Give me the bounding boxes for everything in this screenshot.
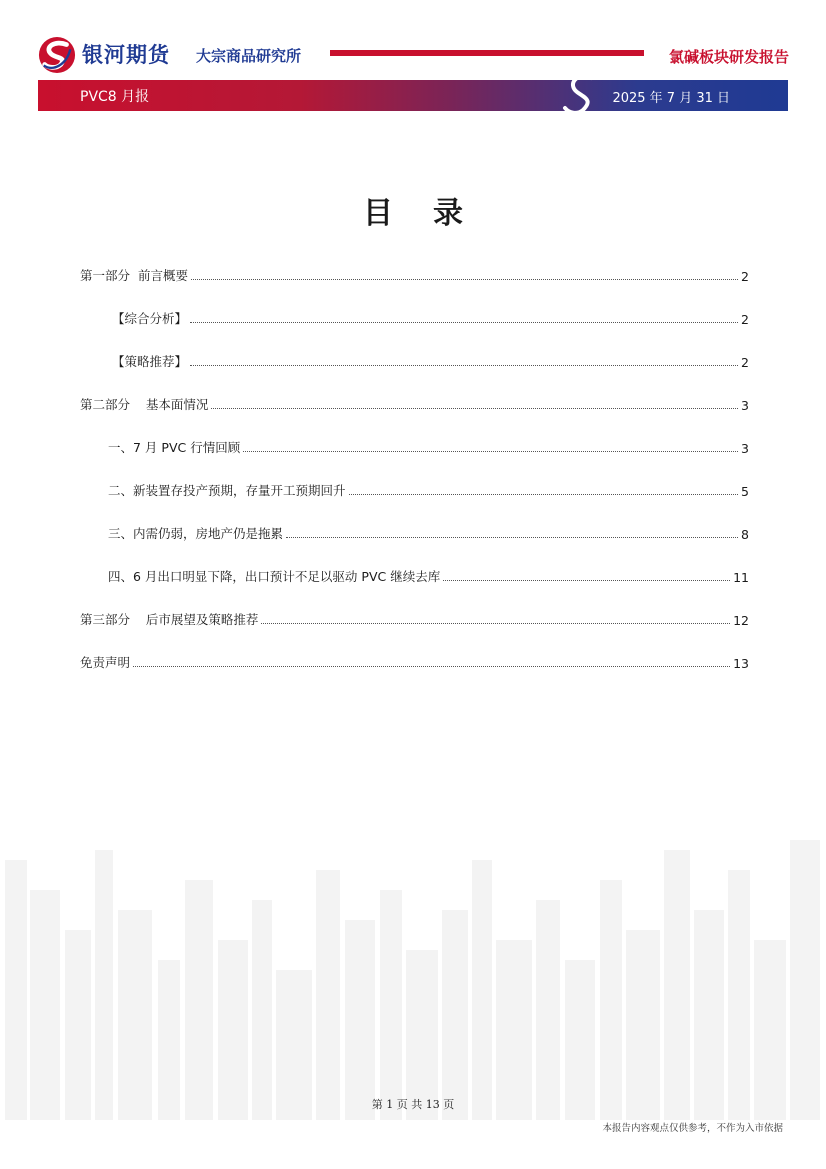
toc-entry-label: 【综合分析】 [112, 311, 188, 326]
toc-entry-page: 2 [741, 312, 749, 327]
toc-entry-label: 第二部分 基本面情况 [80, 397, 209, 412]
toc-entry[interactable] [80, 393, 749, 413]
toc-entry-page: 5 [741, 484, 749, 499]
toc-entry-label: 二、新装置存投产预期，存量开工预期回升 [108, 483, 346, 498]
toc-leader-dots [349, 494, 739, 495]
toc-leader-dots [211, 408, 738, 409]
toc-leader-dots [190, 322, 738, 323]
toc-entry[interactable] [108, 479, 749, 499]
toc-leader-dots [190, 365, 738, 366]
toc-entry[interactable] [80, 264, 749, 284]
page-number: 第 1 页 共 13 页 [371, 1098, 455, 1111]
toc-entry-page: 2 [741, 269, 749, 284]
header-divider [330, 50, 644, 56]
toc-entry[interactable] [112, 350, 749, 370]
toc-entry-label: 第一部分 前言概要 [80, 268, 188, 283]
toc-entry[interactable] [108, 565, 749, 585]
report-date: 2025 年 7 月 31 日 [612, 91, 730, 106]
report-type: 氯碱板块研发报告 [668, 48, 789, 66]
toc-entry-label: 一、7 月 PVC 行情回顾 [108, 440, 241, 455]
toc-entry-page: 3 [741, 441, 749, 456]
brand-name: 银河期货 [82, 43, 170, 67]
page-title: 目录 [363, 196, 503, 231]
toc-leader-dots [191, 279, 738, 280]
header-band [38, 80, 788, 111]
toc-entry-page: 3 [741, 398, 749, 413]
toc-entry-label: 免责声明 [80, 655, 131, 670]
toc-entry-page: 13 [733, 656, 749, 671]
galaxy-futures-logo-icon [38, 36, 76, 74]
toc-entry-label: 四、6 月出口明显下降，出口预计不足以驱动 PVC 继续去库 [108, 569, 441, 584]
toc-entry[interactable] [108, 436, 749, 456]
toc-leader-dots [261, 623, 730, 624]
toc-entry[interactable] [80, 651, 749, 671]
toc-entry-page: 11 [733, 570, 749, 585]
toc-entry-page: 2 [741, 355, 749, 370]
toc-leader-dots [443, 580, 730, 581]
toc-entry-label: 第三部分 后市展望及策略推荐 [80, 612, 259, 627]
toc-entry[interactable] [80, 608, 749, 628]
skyline-watermark [0, 820, 826, 1120]
toc-entry-page: 12 [733, 613, 749, 628]
toc-leader-dots [286, 537, 738, 538]
institute-name: 大宗商品研究所 [196, 47, 302, 65]
toc-leader-dots [243, 451, 738, 452]
toc-entry-label: 【策略推荐】 [112, 354, 188, 369]
toc-leader-dots [133, 666, 730, 667]
band-s-logo-icon [561, 72, 601, 116]
toc-entry-page: 8 [741, 527, 749, 542]
toc-entry-label: 三、内需仍弱，房地产仍是拖累 [108, 526, 284, 541]
report-name: PVC8 月报 [80, 89, 150, 105]
toc-entry[interactable] [108, 522, 749, 542]
footer-disclaimer: 本报告内容观点仅供参考，不作为入市依据 [602, 1123, 783, 1134]
toc-entry[interactable] [112, 307, 749, 327]
